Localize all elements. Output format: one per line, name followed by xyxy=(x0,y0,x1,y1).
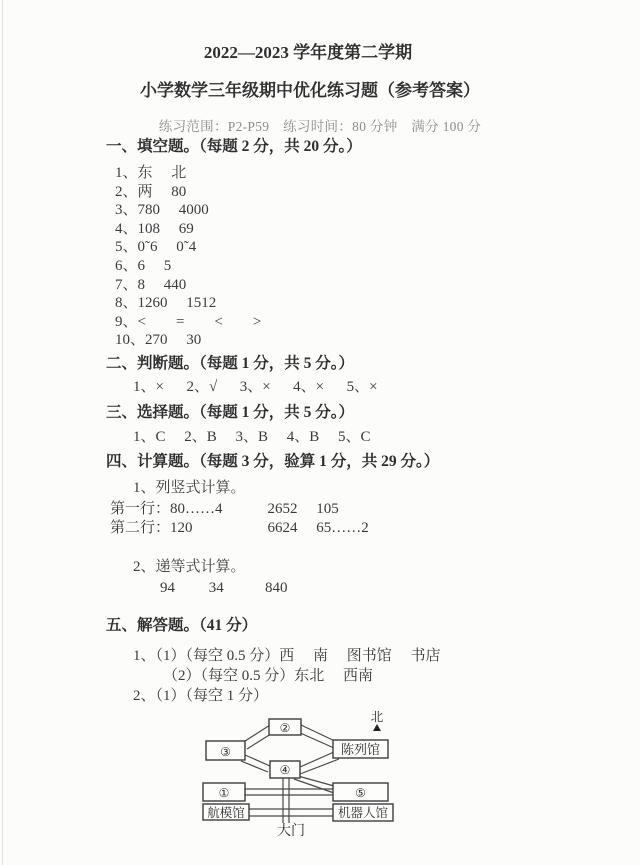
calc-row-1: 第一行：80……4 2652 105 xyxy=(110,500,339,517)
solve-q2-1: 2、（1）（每空 1 分） xyxy=(133,687,269,704)
calc-row-3: 94 34 840 xyxy=(160,579,288,596)
fill-answer-4: 4、108 69 xyxy=(115,220,194,237)
scan-edge-line xyxy=(2,0,3,865)
calc-part1-label: 1、列竖式计算。 xyxy=(133,479,246,496)
north-arrow-icon xyxy=(373,724,381,731)
fill-answer-8: 8、1260 1512 xyxy=(115,295,217,312)
fill-answer-3: 3、780 4000 xyxy=(115,202,209,219)
fill-answer-1: 1、东 北 xyxy=(115,165,187,181)
fill-answer-6: 6、6 5 xyxy=(115,257,172,274)
fill-answer-2: 2、两 80 xyxy=(115,183,187,200)
section-judge-heading: 二、判断题。（每题 1 分，共 5 分。） xyxy=(106,354,355,372)
north-label: 北 xyxy=(370,710,384,724)
choice-answers: 1、C 2、B 3、B 4、B 5、C xyxy=(133,428,371,445)
diagram-label-model-hall: 航模馆 xyxy=(207,806,245,820)
diagram-label-1: ① xyxy=(218,786,230,800)
diagram-gate-label: 大门 xyxy=(277,824,305,839)
solve-q1-2: （2）（每空 0.5 分）东北 西南 xyxy=(163,667,374,684)
page-title: 2022—2023 学年度第二学期 xyxy=(203,43,413,62)
calc-row-2: 第二行：120 6624 65……2 xyxy=(110,519,369,536)
section-calc-heading: 四、计算题。（每题 3 分，验算 1 分，共 29 分。） xyxy=(106,452,440,470)
calc-part2-label: 2、递等式计算。 xyxy=(133,558,246,575)
fill-answer-9: 9、< = < > xyxy=(115,313,262,330)
page-subtitle: 小学数学三年级期中优化练习题（参考答案） xyxy=(140,81,480,100)
map-diagram xyxy=(168,703,408,848)
section-fill-heading: 一、填空题。（每题 2 分，共 20 分。） xyxy=(106,138,362,155)
diagram-label-5: ⑤ xyxy=(355,786,366,800)
judge-answers: 1、× 2、√ 3、× 4、× 5、× xyxy=(133,378,378,395)
fill-answer-10: 10、270 30 xyxy=(115,332,202,349)
diagram-label-exhibit-hall: 陈列馆 xyxy=(340,742,381,757)
diagram-label-3: ③ xyxy=(220,745,231,759)
section-choice-heading: 三、选择题。（每题 1 分，共 5 分。） xyxy=(106,403,355,421)
exam-info-line: 练习范围：P2-P59 练习时间：80 分钟 满分 100 分 xyxy=(158,119,482,134)
diagram-label-robot-hall: 机器人馆 xyxy=(337,806,389,820)
solve-q1-1: 1、（1）（每空 0.5 分）西 南 图书馆 书店 xyxy=(133,647,441,664)
fill-answer-7: 7、8 440 xyxy=(115,276,187,293)
diagram-label-2: ② xyxy=(279,721,291,735)
fill-answer-5: 5、0˜6 0˜4 xyxy=(115,239,197,256)
section-solve-heading: 五、解答题。（41 分） xyxy=(106,616,258,634)
diagram-label-4: ④ xyxy=(279,763,291,777)
